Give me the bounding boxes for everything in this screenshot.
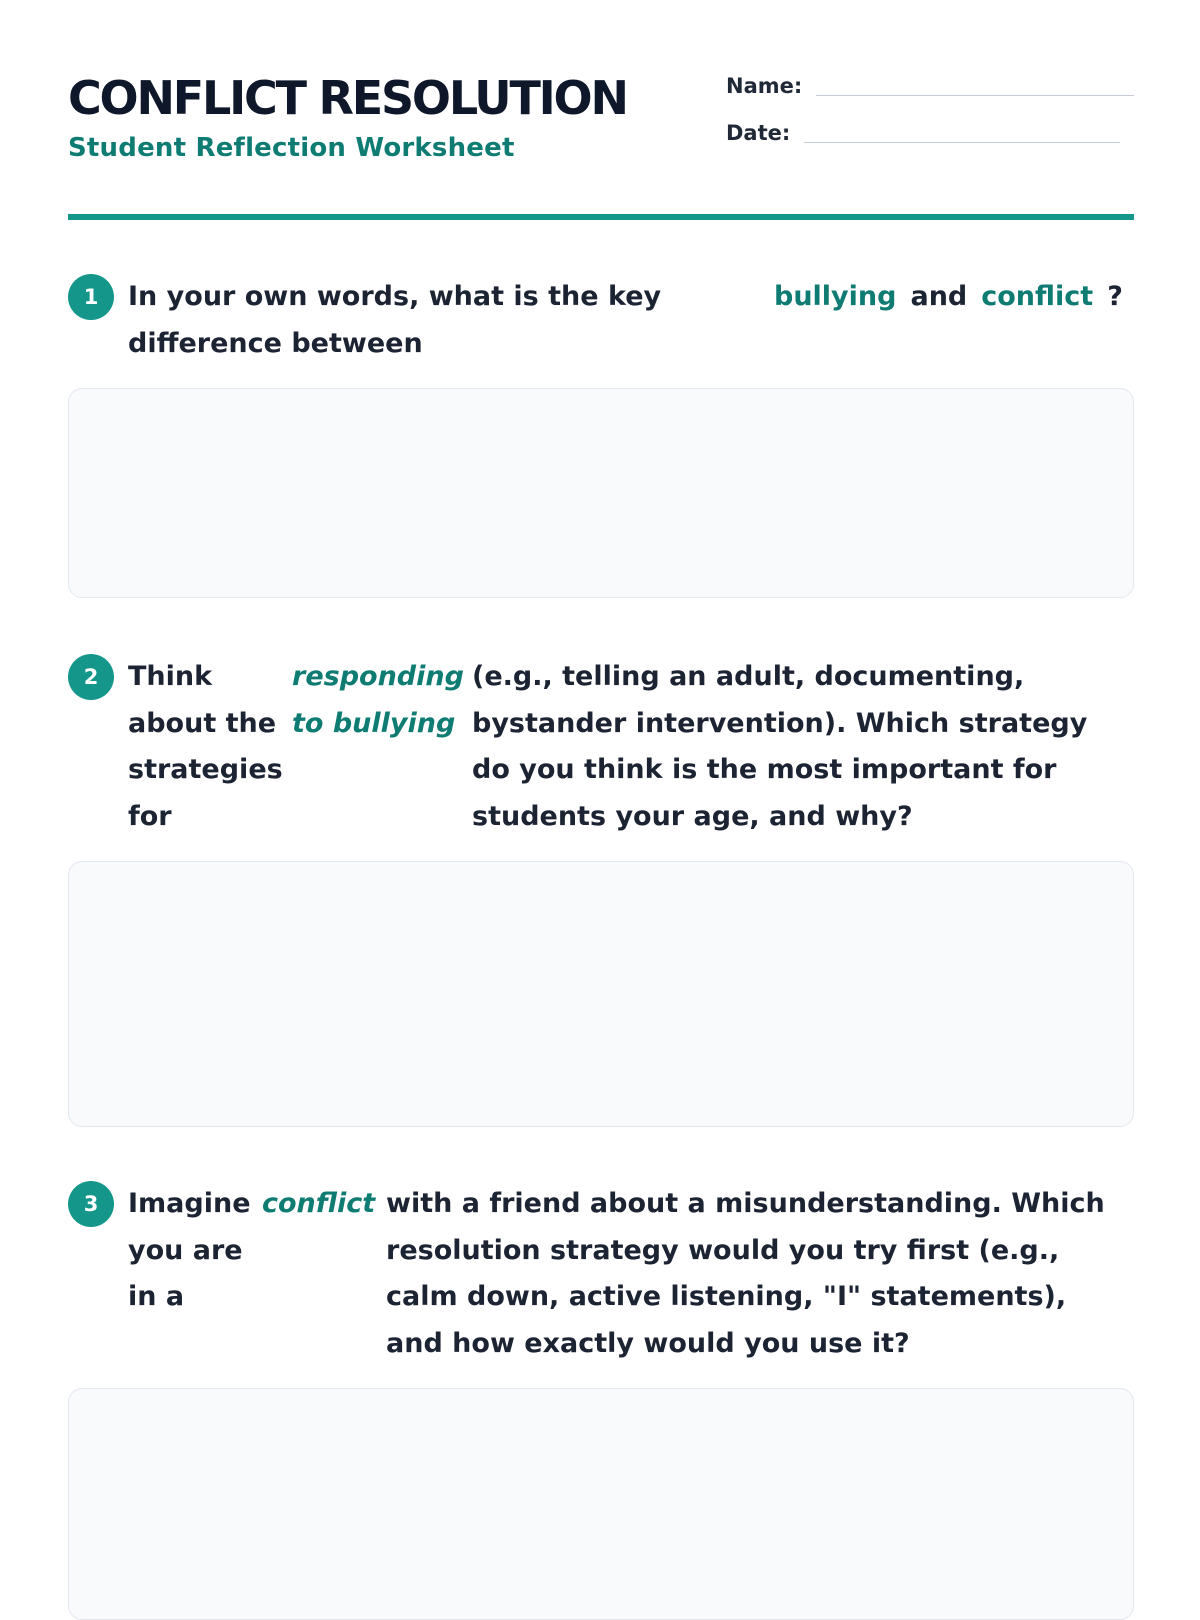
- answer-box[interactable]: [68, 861, 1134, 1127]
- page-subtitle: Student Reflection Worksheet: [68, 133, 515, 163]
- question-number-badge: 2: [68, 654, 114, 700]
- page-title: CONFLICT RESOLUTION: [68, 71, 627, 125]
- worksheet-header: [68, 70, 627, 168]
- student-info: [726, 66, 1134, 160]
- answer-box[interactable]: [68, 388, 1134, 598]
- question-lead-text: Think about the strategies for: [128, 661, 283, 832]
- question-tail-text: ?: [1107, 281, 1123, 312]
- question-text: [128, 654, 1134, 840]
- date-row: [726, 113, 1134, 153]
- highlight-term-bullying: bullying: [774, 281, 897, 312]
- question-lead-text: Imagine you are in a: [128, 1188, 251, 1312]
- highlight-term-conflict: conflict: [981, 281, 1094, 312]
- question-number-badge: 3: [68, 1181, 114, 1227]
- highlight-term: responding to bullying: [292, 661, 464, 739]
- question-lead-text: In your own words, what is the key difference between: [128, 281, 662, 359]
- name-field[interactable]: [816, 95, 1134, 96]
- question-number-badge: 1: [68, 274, 114, 320]
- name-label: Name:: [726, 74, 803, 98]
- date-label: Date:: [726, 121, 791, 145]
- joiner-text: and: [910, 281, 968, 312]
- name-row: [726, 66, 1134, 106]
- question-text: [128, 1181, 1134, 1367]
- header-divider: [68, 214, 1134, 220]
- answer-box[interactable]: [68, 1388, 1134, 1620]
- question-tail-text: with a friend about a misunderstanding. Which resolution strategy would you try first (e.g., calm down, active listening, "I" statements), and how exactly would you use it?: [386, 1188, 1105, 1359]
- highlight-term: conflict: [262, 1188, 376, 1219]
- date-field[interactable]: [804, 142, 1120, 143]
- question-text: [128, 274, 1134, 367]
- question-tail-text: (e.g., telling an adult, documenting, bystander intervention). Which strategy do you think is the most important for students your age, and why?: [472, 661, 1088, 832]
